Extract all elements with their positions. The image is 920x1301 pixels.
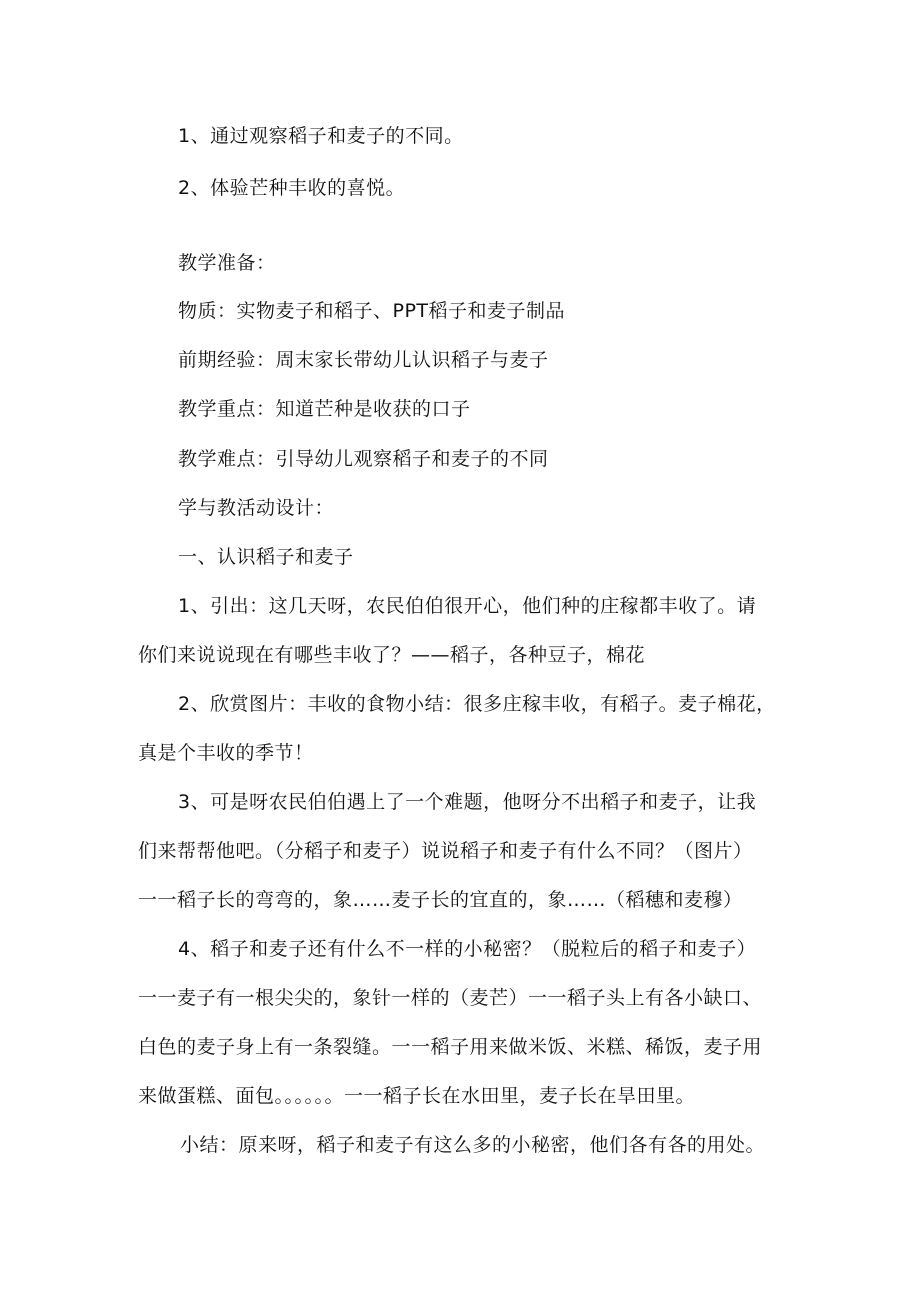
step1-line-1: 1、引出：这几天呀，农民伯伯很开心，他们种的庄稼都丰收了。请 [178,595,757,617]
step4-line-3: 白色的麦子身上有一条裂缝。一一稻子用来做米饭、米糕、稀饭，麦子用 [138,1036,763,1058]
step4-line-2: 一一麦子有一根尖尖的，象针一样的（麦芒）一一稻子头上有各小缺口、 [138,987,763,1009]
step2-line-2: 真是个丰收的季节！ [138,742,314,764]
materials-line: 物质：实物麦子和稻子、PPT稻子和麦子制品 [178,300,566,322]
step3-line-2: 们来帮帮他吧。（分稻子和麦子）说说稻子和麦子有什么不同？（图片） [138,840,753,862]
step3-line-3: 一一稻子长的弯弯的，象……麦子长的宜直的，象……（稻穗和麦穆） [138,889,743,911]
step2-line-1: 2、欣赏图片：丰收的食物小结：很多庄稼丰收，有稻子。麦子棉花， [178,693,776,715]
step3-line-1: 3、可是呀农民伯伯遇上了一个难题，他呀分不出稻子和麦子，让我 [178,791,757,813]
prior-experience-line: 前期经验：周末家长带幼儿认识稻子与麦子 [178,349,549,371]
step4-line-1: 4、稻子和麦子还有什么不一样的小秘密？（脱粒后的稻子和麦子） [178,938,757,960]
objective-line-2: 2、体验芒种丰收的喜悦。 [178,177,406,199]
step4-line-4: 来做蛋糕、面包。。。。。。一一稻子长在水田里，麦子长在旱田里。 [138,1085,696,1107]
key-point-line: 教学重点：知道芒种是收获的口子 [178,398,471,420]
objective-line-1: 1、通过观察稻子和麦子的不同。 [178,125,464,147]
summary-line: 小结：原来呀，稻子和麦子有这么多的小秘密，他们各有各的用处。 [180,1134,766,1156]
section-heading: 一、认识稻子和麦子 [178,546,354,568]
activity-design-heading: 学与教活动设计： [178,497,335,519]
step1-line-2: 你们来说说现在有哪些丰收了？——稻子，各种豆子，棉花 [138,644,646,666]
difficulty-line: 教学难点：引导幼儿观察稻子和麦子的不同 [178,448,549,470]
preparation-heading: 教学准备： [178,252,276,274]
